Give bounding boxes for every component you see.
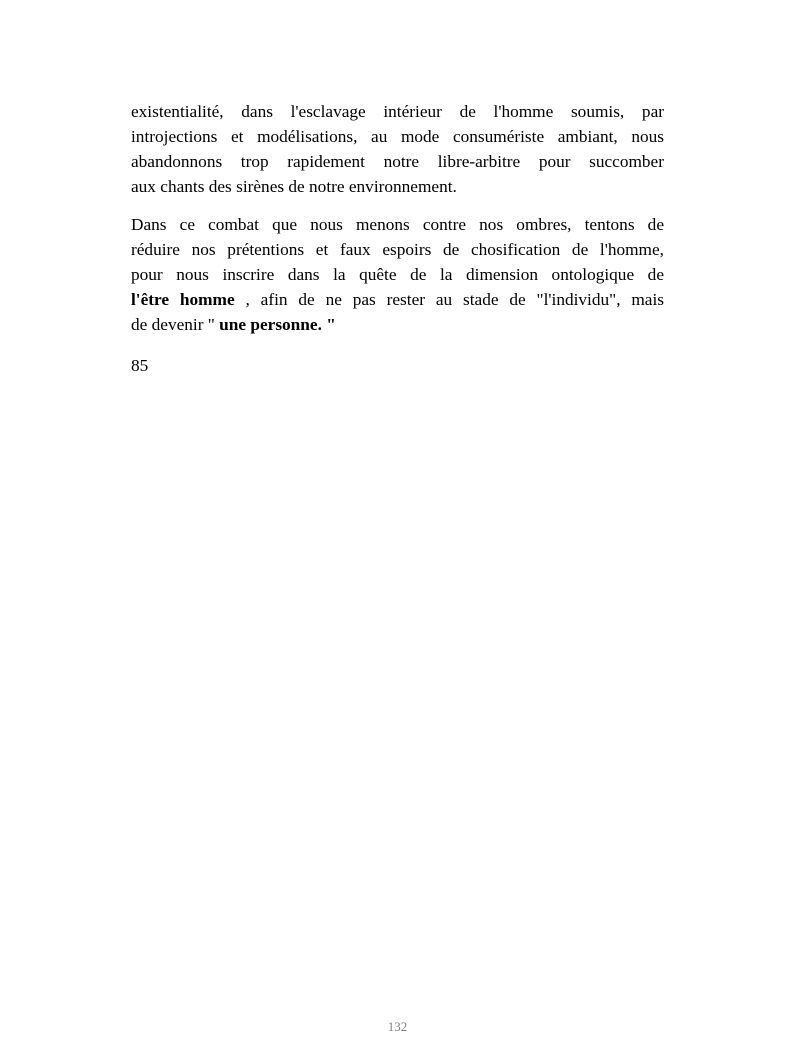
paragraph-2-line-2: réduire nos prétentions et faux espoirs de chosification de l'homme,	[131, 240, 664, 259]
note-number: 85	[131, 356, 149, 375]
paragraph-1-line-4: aux chants des sirènes de notre environnement.	[131, 177, 457, 196]
paragraph-2	[131, 212, 664, 337]
paragraph-2-line-5	[131, 312, 664, 337]
paragraph-2-line-4-rest: , afin de ne pas rester au stade de "l'individu", mais	[234, 290, 665, 309]
paragraph-1-line-3: abandonnons trop rapidement notre libre-arbitre pour succomber	[131, 152, 664, 171]
paragraph-2-line-1: Dans ce combat que nous menons contre nos ombres, tentons de	[131, 215, 664, 234]
paragraph-2-line-3: pour nous inscrire dans la quête de la dimension ontologique de	[131, 265, 664, 284]
paragraph-2-line-4	[131, 287, 664, 312]
paragraph-2-line-5-prefix: de devenir "	[131, 315, 215, 334]
paragraph-1-line-1: existentialité, dans l'esclavage intérieur de l'homme soumis, par	[131, 102, 664, 121]
bold-phrase-etre-homme: l'être homme	[131, 290, 235, 309]
paragraph-1-line-2: introjections et modélisations, au mode consumériste ambiant, nous	[131, 127, 664, 146]
paragraph-1	[131, 99, 664, 199]
page-number: 132	[387, 1019, 408, 1034]
bold-phrase-une-personne: une personne. "	[214, 315, 336, 334]
